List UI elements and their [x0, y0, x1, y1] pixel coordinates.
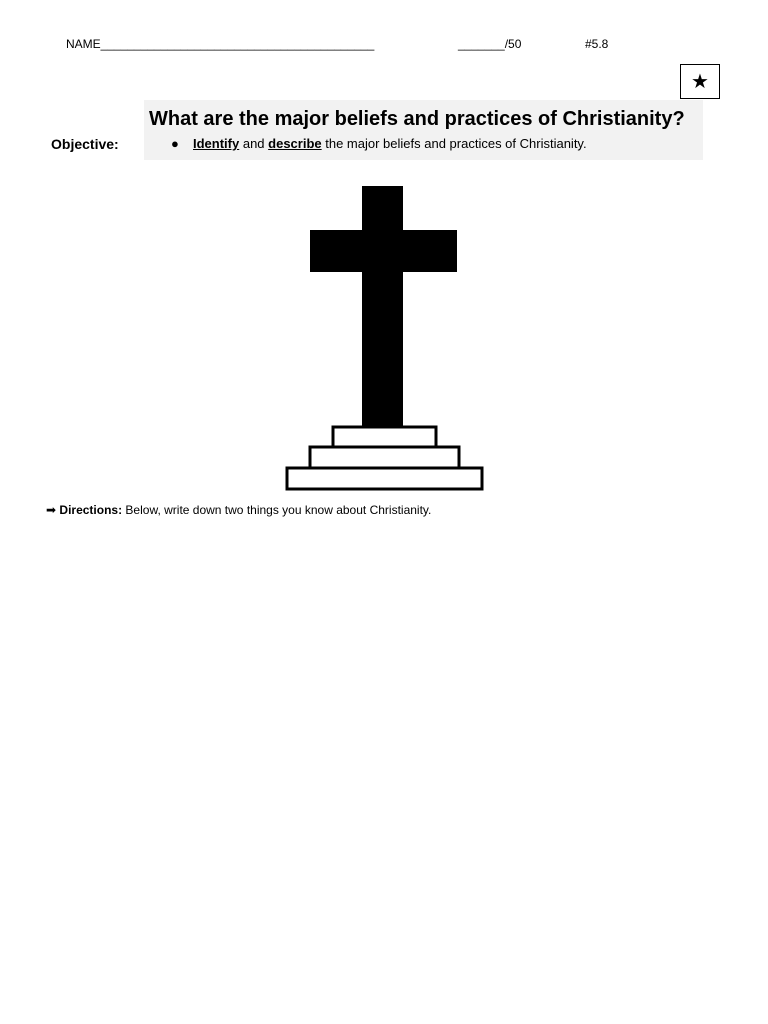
directions-text: Below, write down two things you know about Christianity. [122, 503, 432, 517]
directions [46, 503, 431, 517]
objective-rest: the major beliefs and practices of Christianity. [321, 136, 587, 151]
star-icon: ★ [691, 71, 709, 93]
objective-text [193, 136, 587, 151]
arrow-right-icon: ➡ [46, 503, 57, 517]
lesson-number: #5.8 [585, 37, 609, 51]
cross-icon [285, 186, 485, 492]
name-field[interactable]: NAME_________________________________________ [66, 37, 375, 51]
objective-verb-identify: Identify [193, 136, 240, 151]
bullet-icon: ● [171, 136, 179, 151]
cross-horizontal-beam [310, 230, 457, 272]
pedestal-step-bottom [287, 468, 482, 489]
pedestal-step-top [333, 427, 436, 447]
cross-vertical-beam [362, 186, 403, 428]
directions-label: Directions: [59, 503, 123, 517]
page-title: What are the major beliefs and practices of Christianity? [149, 108, 685, 130]
pedestal-step-middle [310, 447, 459, 468]
objective-joiner: and [239, 136, 269, 151]
star-box [680, 64, 720, 99]
objective-label: Objective: [51, 136, 119, 152]
objective-verb-describe: describe [268, 136, 322, 151]
score-field: _______/50 [458, 37, 522, 51]
